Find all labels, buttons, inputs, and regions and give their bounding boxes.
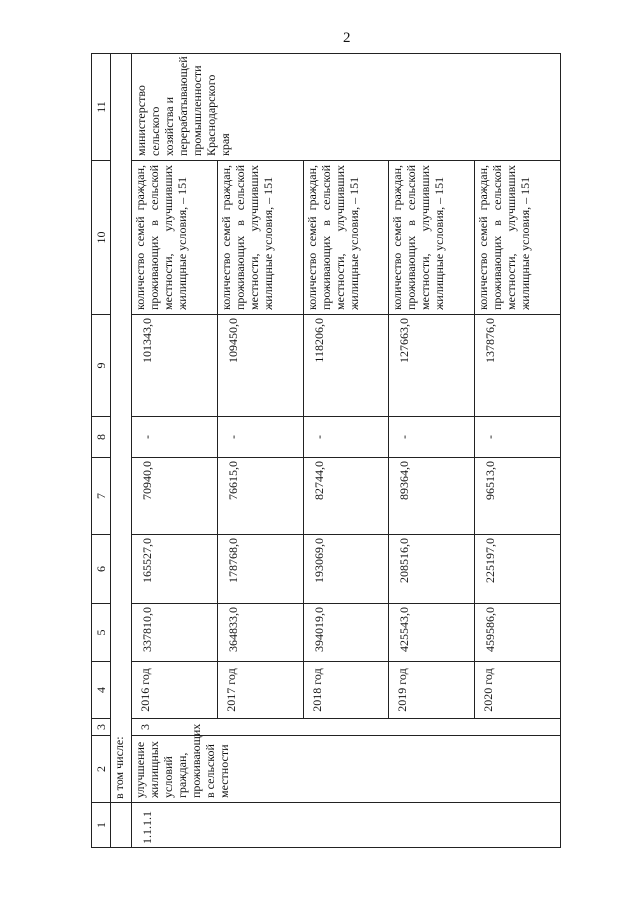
program-table <box>91 53 561 848</box>
value-cell-7: 70940,0 <box>132 458 218 535</box>
value-cell-7: 82744,0 <box>303 458 389 535</box>
value-cell-8: - <box>303 417 389 458</box>
status-code: 3 <box>132 719 561 736</box>
value-cell-8: - <box>217 417 303 458</box>
subheading-text: в том числе: <box>111 54 132 803</box>
value-cell-9: 137876,0 <box>475 315 561 417</box>
value-cell-8: - <box>132 417 218 458</box>
value-cell-5: 459586,0 <box>475 604 561 662</box>
value-cell-6: 208516,0 <box>389 535 475 604</box>
value-cell-6: 165527,0 <box>132 535 218 604</box>
header-col-1: 1 <box>92 803 111 848</box>
rotated-table-container <box>91 54 561 848</box>
value-cell-8: - <box>475 417 561 458</box>
result-cell: количество семей граждан, проживающих в сельской местности, улучшивших жилищные условия, – 151 <box>475 161 561 315</box>
header-col-6: 6 <box>92 535 111 604</box>
year-cell: 2019 год <box>389 662 475 719</box>
value-cell-8: - <box>389 417 475 458</box>
header-col-9: 9 <box>92 315 111 417</box>
result-cell: количество семей граждан, проживающих в сельской местности, улучшивших жилищные условия, – 151 <box>303 161 389 315</box>
year-cell: 2017 год <box>217 662 303 719</box>
value-cell-7: 89364,0 <box>389 458 475 535</box>
result-cell: количество семей граждан, проживающих в сельской местности, улучшивших жилищные условия, – 151 <box>217 161 303 315</box>
value-cell-6: 193069,0 <box>303 535 389 604</box>
value-cell-9: 101343,0 <box>132 315 218 417</box>
header-col-3: 3 <box>92 719 111 736</box>
page-number: 2 <box>343 30 351 46</box>
header-col-2: 2 <box>92 736 111 803</box>
result-cell: количество семей граждан, проживающих в сельской местности, улучшивших жилищные условия, – 151 <box>132 161 218 315</box>
measure-name: улучшение жилищных условий граждан, проживающих в сельской местности <box>132 736 561 803</box>
header-col-4: 4 <box>92 662 111 719</box>
table-row <box>132 54 218 848</box>
value-cell-7: 96513,0 <box>475 458 561 535</box>
year-cell: 2020 год <box>475 662 561 719</box>
value-cell-9: 127663,0 <box>389 315 475 417</box>
value-cell-7: 76615,0 <box>217 458 303 535</box>
header-row <box>92 54 111 848</box>
header-col-11: 11 <box>92 54 111 161</box>
header-col-8: 8 <box>92 417 111 458</box>
header-col-5: 5 <box>92 604 111 662</box>
value-cell-6: 225197,0 <box>475 535 561 604</box>
value-cell-5: 337810,0 <box>132 604 218 662</box>
result-cell: количество семей граждан, проживающих в сельской местности, улучшивших жилищные условия, – 151 <box>389 161 475 315</box>
row-id: 1.1.1.1 <box>132 803 561 848</box>
executor-cell: министерство сельского хозяйства и перерабатывающей промышленности Краснодарского края <box>132 54 561 161</box>
subheading-row <box>111 54 132 848</box>
value-cell-9: 109450,0 <box>217 315 303 417</box>
header-col-7: 7 <box>92 458 111 535</box>
value-cell-5: 425543,0 <box>389 604 475 662</box>
value-cell-6: 178768,0 <box>217 535 303 604</box>
header-col-10: 10 <box>92 161 111 315</box>
value-cell-5: 364833,0 <box>217 604 303 662</box>
value-cell-9: 118206,0 <box>303 315 389 417</box>
year-cell: 2018 год <box>303 662 389 719</box>
value-cell-5: 394019,0 <box>303 604 389 662</box>
year-cell: 2016 год <box>132 662 218 719</box>
